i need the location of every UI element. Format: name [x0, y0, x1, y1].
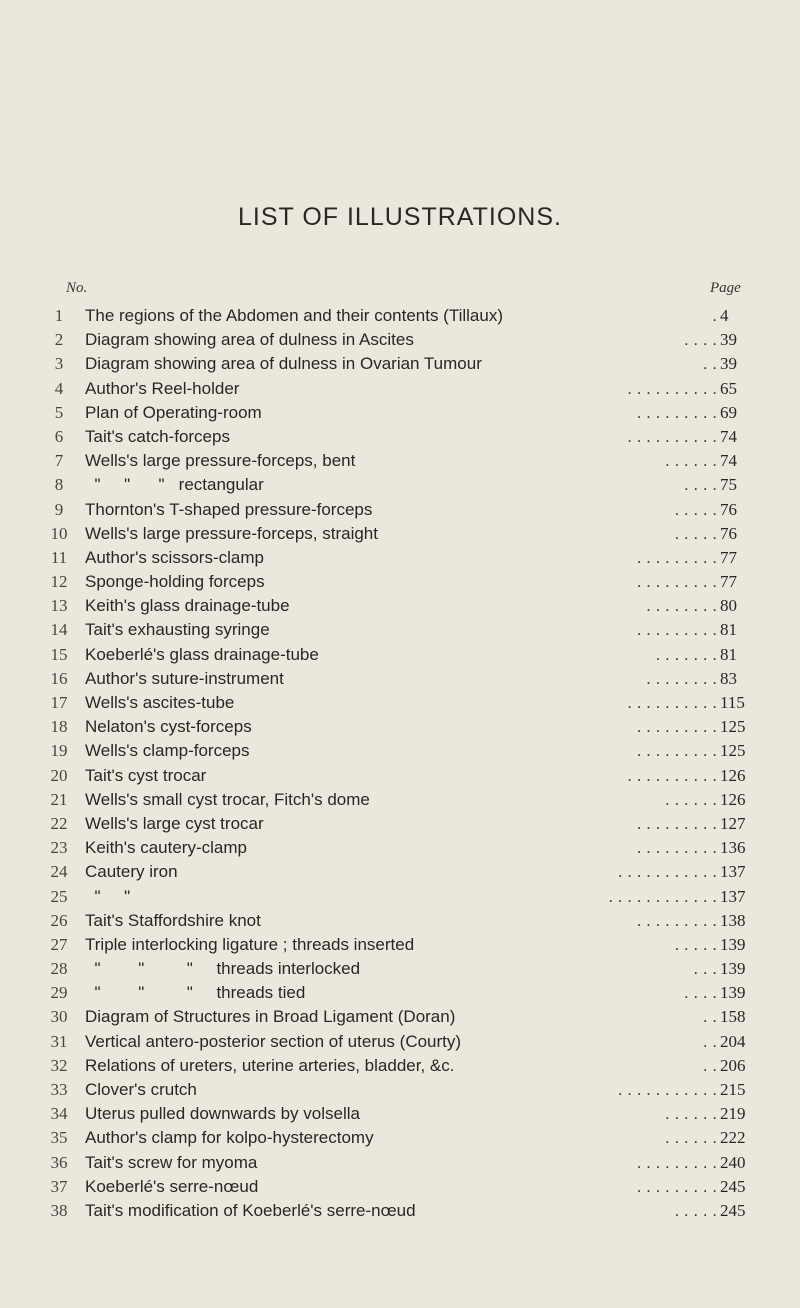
illustration-title: Diagram showing area of dulness in Ovarian Tumour: [85, 354, 482, 374]
illustration-title: Clover's crutch: [85, 1080, 197, 1099]
illustration-title: Diagram showing area of dulness in Ascites: [85, 330, 414, 350]
list-item: [0, 790, 800, 814]
illustration-number: 13: [50, 596, 68, 616]
illustration-title: " " " rectangular: [85, 475, 264, 495]
list-item: [0, 911, 800, 935]
illustration-number: 29: [50, 983, 68, 1003]
illustration-title: Uterus pulled downwards by volsella: [85, 1104, 360, 1124]
page-number: 139: [720, 934, 746, 954]
illustration-number: 18: [50, 717, 68, 737]
illustration-number: 30: [50, 1007, 68, 1027]
illustration-number: 31: [50, 1031, 68, 1051]
leader-dots: . . . . . . . . .: [636, 620, 717, 640]
illustration-number: 4: [54, 378, 64, 398]
leader-dots: . . . .: [683, 983, 717, 1003]
page-number: 158: [720, 1007, 746, 1027]
leader-dots: . . . . .: [674, 1200, 717, 1220]
illustration-title: " " " threads tied: [85, 983, 306, 1003]
illustrations-list: [0, 306, 800, 1225]
list-item: [0, 548, 800, 572]
illustration-title: Wells's clamp-forceps: [85, 741, 250, 761]
leader-dots: . . . . . . . . . . .: [617, 1080, 717, 1099]
leader-dots: . . . . . . . . .: [636, 547, 717, 567]
page-number: 77: [720, 572, 737, 592]
page-number: 240: [720, 1152, 746, 1172]
page-number: 126: [720, 789, 746, 809]
illustration-title: Wells's large cyst trocar: [85, 813, 264, 833]
list-item: [0, 596, 800, 620]
illustration-number: 32: [50, 1055, 68, 1075]
leader-dots: . . . . . . . . . .: [627, 765, 717, 785]
list-item: [0, 838, 800, 862]
leader-dots: . . . . . . . . .: [636, 741, 717, 761]
illustration-number: 11: [50, 547, 68, 567]
list-item: [0, 475, 800, 499]
illustration-title: Tait's catch-forceps: [85, 426, 230, 446]
leader-dots: .: [712, 306, 717, 325]
list-item: [0, 572, 800, 596]
page-number: 83: [720, 668, 737, 688]
illustration-number: 7: [54, 451, 64, 471]
list-item: [0, 1153, 800, 1177]
leader-dots: . . . . . .: [665, 789, 717, 809]
illustration-number: 6: [54, 426, 64, 446]
illustration-title: Keith's cautery-clamp: [85, 838, 247, 858]
illustration-title: Cautery iron: [85, 862, 178, 882]
leader-dots: . .: [702, 354, 717, 374]
illustration-title: The regions of the Abdomen and their contents (Tillaux): [85, 306, 503, 325]
page-number: 219: [720, 1104, 746, 1124]
illustration-number: 37: [50, 1176, 68, 1196]
list-item: [0, 1056, 800, 1080]
illustration-title: Author's Reel-holder: [85, 378, 240, 398]
illustration-title: Wells's ascites-tube: [85, 693, 235, 712]
illustration-number: 36: [50, 1152, 68, 1172]
page-number: 75: [720, 475, 737, 495]
leader-dots: . . . .: [683, 330, 717, 350]
list-item: [0, 500, 800, 524]
leader-dots: . . .: [693, 959, 717, 979]
list-item: [0, 451, 800, 475]
page-number: 206: [720, 1055, 746, 1075]
page-number: 137: [720, 886, 746, 906]
leader-dots: . . . . . .: [665, 1104, 717, 1124]
illustration-number: 3: [54, 354, 64, 374]
illustration-number: 9: [54, 499, 64, 519]
leader-dots: . . . . . . . . .: [636, 402, 717, 422]
illustration-title: Relations of ureters, uterine arteries, bladder, &c.: [85, 1055, 455, 1075]
list-item: [0, 766, 800, 790]
page-number: 76: [720, 523, 737, 543]
illustration-title: Thornton's T-shaped pressure-forceps: [85, 499, 373, 519]
leader-dots: . . . . . . . . .: [636, 1152, 717, 1172]
list-item: [0, 814, 800, 838]
illustration-title: Author's scissors-clamp: [85, 547, 264, 567]
illustration-number: 1: [54, 306, 64, 325]
illustration-title: Author's suture-instrument: [85, 668, 284, 688]
illustration-title: Author's clamp for kolpo-hysterectomy: [85, 1128, 374, 1148]
illustration-number: 10: [50, 523, 68, 543]
page-number: 69: [720, 402, 737, 422]
illustration-number: 34: [50, 1104, 68, 1124]
list-item: [0, 1128, 800, 1152]
list-item: [0, 427, 800, 451]
page-number: 222: [720, 1128, 746, 1148]
illustration-title: Diagram of Structures in Broad Ligament (Doran): [85, 1007, 456, 1027]
list-item: [0, 306, 800, 330]
page-number: 125: [720, 741, 746, 761]
list-item: [0, 1007, 800, 1031]
column-header-no: No.: [66, 280, 88, 296]
list-item: [0, 669, 800, 693]
list-item: [0, 1104, 800, 1128]
leader-dots: . . . . .: [674, 499, 717, 519]
leader-dots: . . . . . . . . . .: [627, 426, 717, 446]
page-number: 125: [720, 717, 746, 737]
list-item: [0, 959, 800, 983]
illustration-title: Tait's exhausting syringe: [85, 620, 270, 640]
illustration-number: 8: [54, 475, 64, 495]
leader-dots: . . . . . . . . .: [636, 813, 717, 833]
list-item: [0, 403, 800, 427]
leader-dots: . . . . . . . . .: [636, 717, 717, 737]
illustration-number: 38: [50, 1200, 68, 1220]
illustration-title: Triple interlocking ligature ; threads inserted: [85, 934, 415, 954]
illustration-title: Wells's small cyst trocar, Fitch's dome: [85, 789, 370, 809]
illustration-number: 2: [54, 330, 64, 350]
page-number: 80: [720, 596, 737, 616]
leader-dots: . . . . . . . . . .: [627, 693, 717, 712]
illustration-number: 17: [50, 693, 68, 712]
list-item: [0, 524, 800, 548]
illustration-number: 15: [50, 644, 68, 664]
page-number: 39: [720, 330, 737, 350]
page-number: 139: [720, 959, 746, 979]
leader-dots: . . . . . . . . . . . .: [608, 886, 717, 906]
list-item: [0, 330, 800, 354]
page-number: 74: [720, 426, 737, 446]
list-item: [0, 645, 800, 669]
page-number: 77: [720, 547, 737, 567]
leader-dots: . . . . . . . .: [646, 596, 717, 616]
illustration-title: Wells's large pressure-forceps, straight: [85, 523, 378, 543]
list-item: [0, 693, 800, 717]
leader-dots: . .: [702, 1031, 717, 1051]
illustration-title: Tait's Staffordshire knot: [85, 910, 261, 930]
illustration-title: Vertical antero-posterior section of uterus (Courty): [85, 1031, 462, 1051]
page-number: 115: [720, 693, 745, 712]
list-item: [0, 1080, 800, 1104]
page-number: 81: [720, 620, 737, 640]
list-item: [0, 717, 800, 741]
page-number: 137: [720, 862, 746, 882]
leader-dots: . . . .: [683, 475, 717, 495]
leader-dots: . . . . . .: [665, 451, 717, 471]
page-number: 138: [720, 910, 746, 930]
illustration-title: " " " threads interlocked: [85, 959, 361, 979]
illustration-number: 5: [54, 402, 64, 422]
page-number: 245: [720, 1176, 746, 1196]
illustration-title: Tait's cyst trocar: [85, 765, 207, 785]
illustration-number: 26: [50, 910, 68, 930]
illustration-title: Nelaton's cyst-forceps: [85, 717, 252, 737]
illustration-number: 20: [50, 765, 68, 785]
list-item: [0, 935, 800, 959]
illustration-title: Sponge-holding forceps: [85, 572, 265, 592]
illustration-number: 24: [50, 862, 68, 882]
illustration-title: Plan of Operating-room: [85, 402, 262, 422]
leader-dots: . .: [702, 1007, 717, 1027]
leader-dots: . .: [702, 1055, 717, 1075]
page-number: 139: [720, 983, 746, 1003]
page-number: 245: [720, 1200, 746, 1220]
leader-dots: . . . . . . .: [655, 644, 717, 664]
illustration-number: 23: [50, 838, 68, 858]
list-item: [0, 379, 800, 403]
list-item: [0, 983, 800, 1007]
illustration-number: 27: [50, 934, 68, 954]
page-number: 81: [720, 644, 737, 664]
page-number: 65: [720, 378, 737, 398]
illustration-title: Keith's glass drainage-tube: [85, 596, 290, 616]
page-number: 74: [720, 451, 737, 471]
page-number: 136: [720, 838, 746, 858]
page-number: 215: [720, 1080, 746, 1099]
list-item: [0, 1032, 800, 1056]
column-header-page: Page: [710, 280, 741, 296]
leader-dots: . . . . . . . . . .: [627, 378, 717, 398]
list-item: [0, 620, 800, 644]
page-number: 126: [720, 765, 746, 785]
list-item: [0, 862, 800, 886]
leader-dots: . . . . . .: [665, 1128, 717, 1148]
page-number: 39: [720, 354, 737, 374]
illustration-number: 35: [50, 1128, 68, 1148]
illustration-number: 16: [50, 668, 68, 688]
leader-dots: . . . . . . . . . . .: [617, 862, 717, 882]
illustration-number: 28: [50, 959, 68, 979]
illustration-number: 21: [50, 789, 68, 809]
illustration-number: 12: [50, 572, 68, 592]
illustration-title: Koeberlé's serre-nœud: [85, 1176, 259, 1196]
list-item: [0, 354, 800, 378]
illustration-title: Koeberlé's glass drainage-tube: [85, 644, 319, 664]
page-number: 204: [720, 1031, 746, 1051]
illustration-number: 19: [50, 741, 68, 761]
illustration-number: 14: [50, 620, 68, 640]
leader-dots: . . . . . . . .: [646, 668, 717, 688]
list-item: [0, 741, 800, 765]
illustration-number: 33: [50, 1080, 68, 1099]
illustration-title: Tait's modification of Koeberlé's serre-nœud: [85, 1200, 416, 1220]
page-title: LIST OF ILLUSTRATIONS.: [238, 203, 562, 231]
list-item: [0, 887, 800, 911]
leader-dots: . . . . .: [674, 934, 717, 954]
illustration-number: 25: [50, 886, 68, 906]
leader-dots: . . . . . . . . .: [636, 572, 717, 592]
illustration-title: Tait's screw for myoma: [85, 1152, 258, 1172]
list-item: [0, 1201, 800, 1225]
leader-dots: . . . . .: [674, 523, 717, 543]
leader-dots: . . . . . . . . .: [636, 1176, 717, 1196]
page-number: 127: [720, 813, 746, 833]
leader-dots: . . . . . . . . .: [636, 910, 717, 930]
page-number: 76: [720, 499, 737, 519]
leader-dots: . . . . . . . . .: [636, 838, 717, 858]
list-item: [0, 1177, 800, 1201]
illustration-number: 22: [50, 813, 68, 833]
illustration-title: Wells's large pressure-forceps, bent: [85, 451, 356, 471]
illustration-title: " ": [85, 886, 131, 906]
page-number: 4: [720, 306, 729, 325]
